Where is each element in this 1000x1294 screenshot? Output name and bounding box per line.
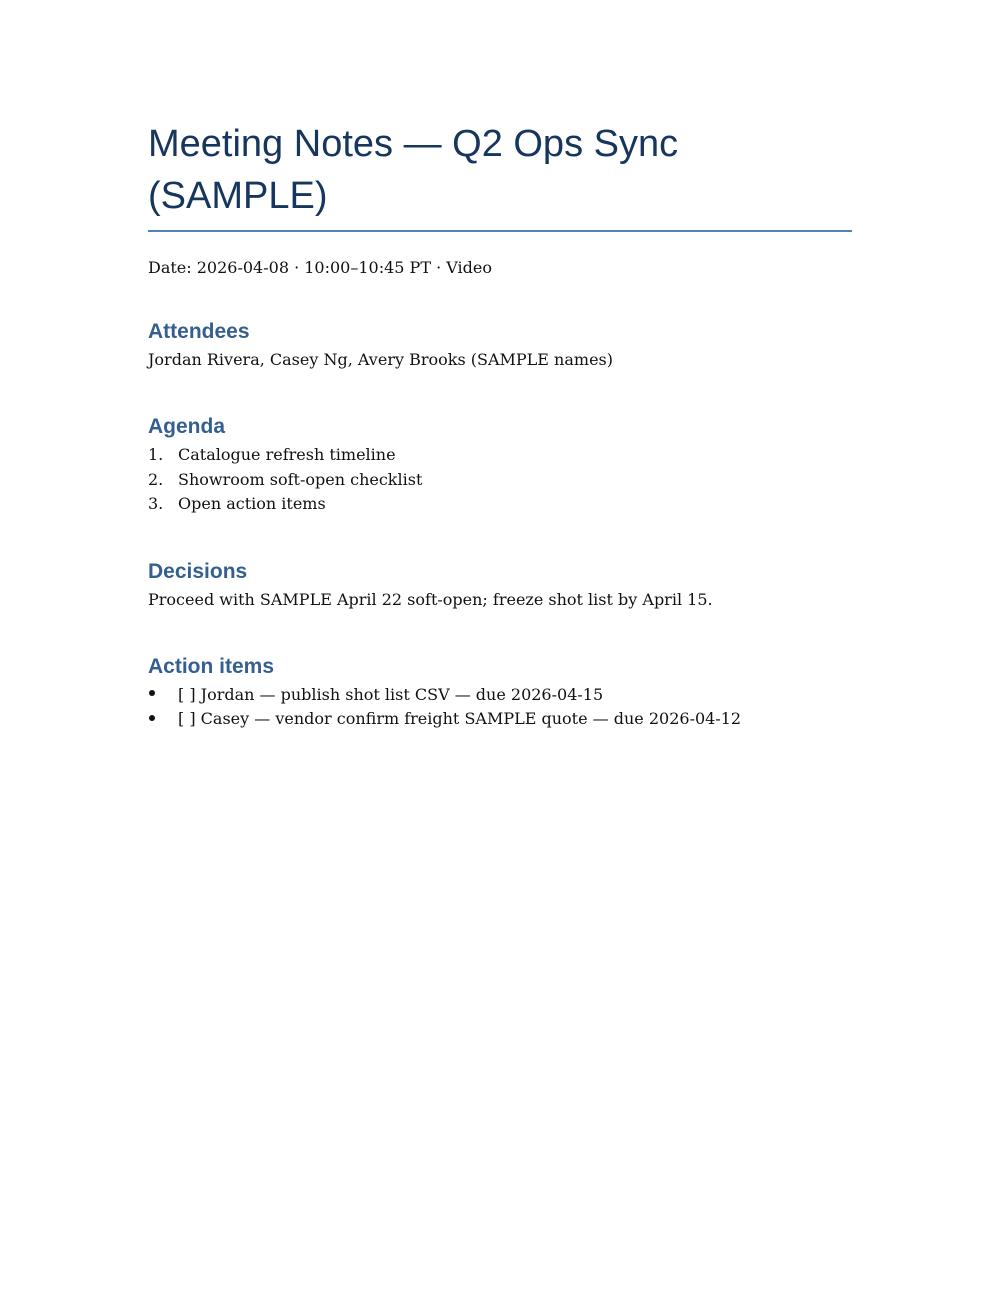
bullet-icon [149, 690, 155, 696]
agenda-list [148, 443, 852, 517]
action-item [148, 707, 852, 732]
agenda-item [148, 492, 852, 517]
agenda-item [148, 468, 852, 493]
action-item [148, 683, 852, 708]
action-items-list [148, 683, 852, 732]
agenda-item [148, 443, 852, 468]
attendees-text: Jordan Rivera, Casey Ng, Avery Brooks (SAMPLE names) [148, 350, 613, 369]
attendees-heading: Attendees [148, 320, 250, 343]
action-items-section [148, 655, 852, 732]
document-page [148, 118, 852, 732]
agenda-item-number: 3. [148, 494, 164, 513]
action-item-text: [ ] Jordan — publish shot list CSV — due 2026-04-15 [178, 684, 604, 704]
agenda-item-number: 2. [148, 469, 164, 489]
action-item-text: [ ] Casey — vendor confirm freight SAMPLE quote — due 2026-04-12 [178, 709, 742, 728]
agenda-item-text: Open action items [178, 494, 326, 513]
meeting-meta: Date: 2026-04-08 · 10:00–10:45 PT · Video [148, 258, 492, 277]
bullet-icon [149, 715, 155, 721]
decisions-section [148, 560, 852, 612]
agenda-section [148, 415, 852, 517]
agenda-item-text: Catalogue refresh timeline [178, 445, 396, 464]
attendees-section [148, 320, 852, 372]
decisions-heading: Decisions [148, 559, 248, 583]
action-items-heading: Action items [148, 654, 275, 678]
agenda-item-number: 1. [148, 445, 164, 464]
agenda-item-text: Showroom soft-open checklist [178, 469, 423, 489]
decisions-text: Proceed with SAMPLE April 22 soft-open; freeze shot list by April 15. [148, 589, 713, 609]
document-title: Meeting Notes — Q2 Ops Sync (SAMPLE) [148, 118, 852, 232]
agenda-heading: Agenda [148, 415, 226, 438]
